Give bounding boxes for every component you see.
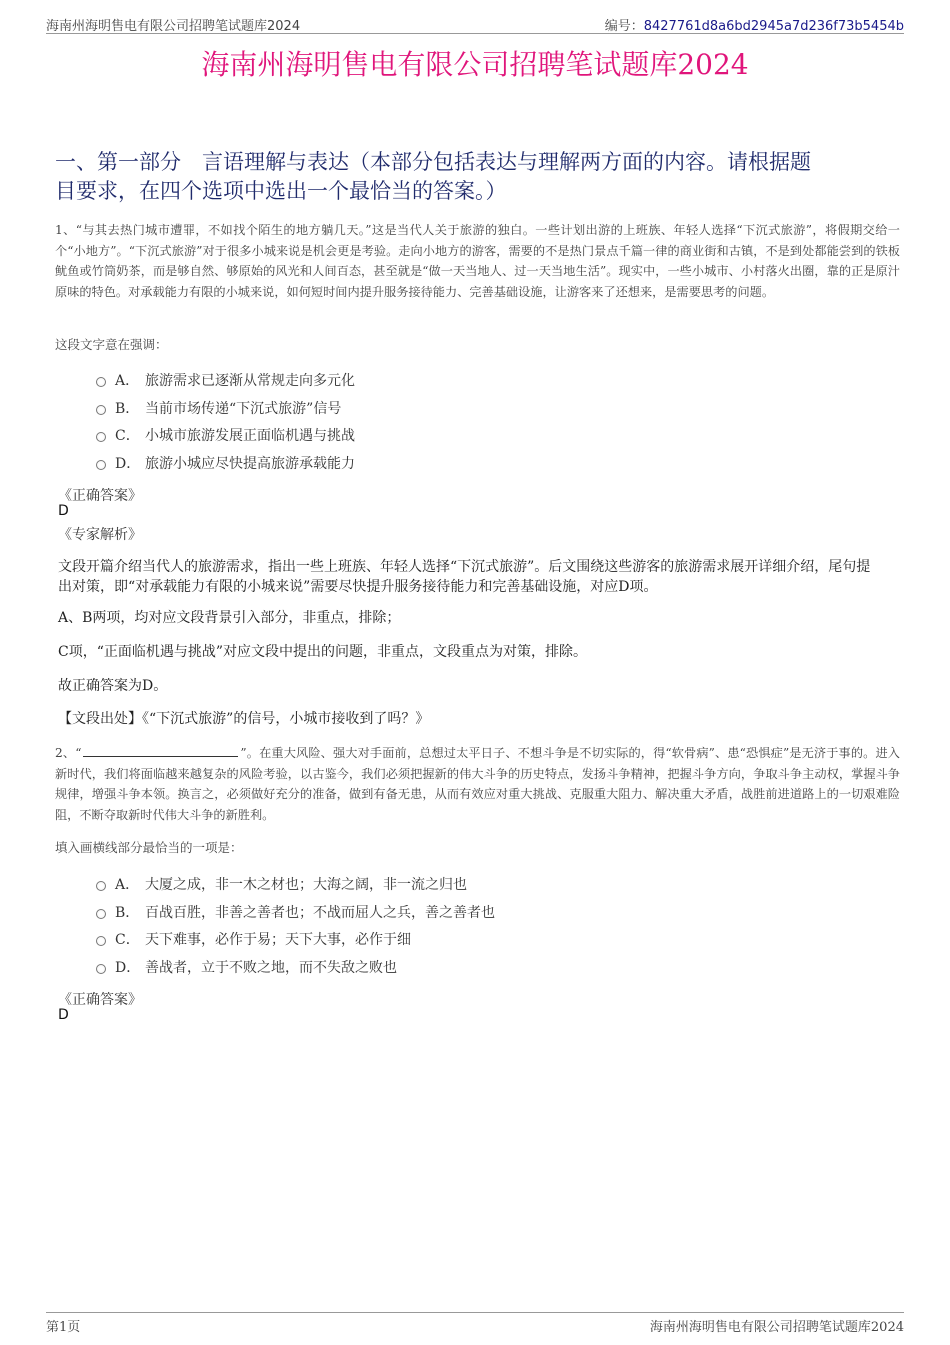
option-letter: D． xyxy=(115,960,141,976)
question-2-text xyxy=(55,743,900,825)
radio-icon[interactable] xyxy=(96,881,106,891)
question-2-option-b[interactable] xyxy=(96,902,495,922)
question-1-option-b[interactable] xyxy=(96,398,341,418)
question-1-answer-label: 《正确答案》 xyxy=(58,488,142,504)
radio-icon[interactable] xyxy=(96,964,106,974)
option-letter: A． xyxy=(115,877,140,893)
footer-page-number: 第1页 xyxy=(46,1320,81,1335)
question-2-answer: D xyxy=(58,1007,69,1023)
analysis-paragraph-4: 故正确答案为D。 xyxy=(58,678,168,694)
option-text: 旅游需求已逐渐从常规走向多元化 xyxy=(145,373,355,389)
option-text: 善战者，立于不败之地，而不失敌之败也 xyxy=(145,960,397,976)
option-text: 大厦之成，非一木之材也；大海之阔，非一流之归也 xyxy=(145,877,467,893)
question-2-option-c[interactable] xyxy=(96,929,411,949)
page-title: 海南州海明售电有限公司招聘笔试题库2024 xyxy=(201,48,749,81)
question-2-prompt: 填入画横线部分最恰当的一项是： xyxy=(55,840,243,855)
analysis-paragraph-3: C项，“正面临机遇与挑战”对应文段中提出的问题，非重点，文段重点为对策，排除。 xyxy=(58,644,588,660)
question-1-option-d[interactable] xyxy=(96,453,355,473)
option-letter: C． xyxy=(115,932,140,948)
question-2-option-a[interactable] xyxy=(96,874,467,894)
radio-icon[interactable] xyxy=(96,377,106,387)
analysis-source: 【文段出处】《“下沉式旅游”的信号，小城市接收到了吗？》 xyxy=(58,711,430,727)
section-heading-line2: 目要求，在四个选项中选出一个最恰当的答案。） xyxy=(55,179,507,203)
section-heading-line1: 一、第一部分 言语理解与表达（本部分包括表达与理解两方面的内容。请根据题 xyxy=(55,150,811,174)
option-letter: B． xyxy=(115,905,140,921)
header-doc-code xyxy=(605,15,904,34)
section-heading xyxy=(55,148,900,206)
option-letter: A． xyxy=(115,373,140,389)
option-letter: B． xyxy=(115,401,140,417)
header-divider xyxy=(46,33,904,34)
radio-icon[interactable] xyxy=(96,432,106,442)
question-1-answer: D xyxy=(58,503,69,519)
question-1-text: 1、“与其去热门城市遭罪，不如找个陌生的地方躺几天。”这是当代人关于旅游的独白。一些计划出游的上班族、年轻人选择“下沉式旅游”，将假期交给一个“小地方”。“下沉式旅游”对于很多小城来说是机会更是考验。走向小地方的游客，需要的不是热门景点千篇一律的商业街和古镇，不是到处都能尝到的铁板鱿鱼或竹筒奶茶，而是够自然、够原始的风光和人间百态，甚至就是“做一天当地人、过一天当地生活”。现实中，一些小城市、小村落火出圈，靠的正是原汁原味的特色。对承载能力有限的小城来说，如何短时间内提升服务接待能力、完善基础设施，让游客来了还想来，是需要思考的问题。 xyxy=(55,223,900,299)
option-text: 百战百胜，非善之善者也；不战而屈人之兵，善之善者也 xyxy=(145,905,495,921)
fill-blank xyxy=(83,744,238,757)
option-text: 天下难事，必作于易；天下大事，必作于细 xyxy=(145,932,411,948)
question-2-prefix: 2、“ xyxy=(55,746,82,760)
option-text: 旅游小城应尽快提高旅游承载能力 xyxy=(145,456,355,472)
analysis-paragraph-1: 文段开篇介绍当代人的旅游需求，指出一些上班族、年轻人选择“下沉式旅游”。后文围绕这些游客的旅游需求展开详细介绍，尾句提出对策，即“对承载能力有限的小城来说”需要尽快提升服务接待能力和完善基础设施，对应D项。 xyxy=(58,559,871,595)
footer-doc-name: 海南州海明售电有限公司招聘笔试题库2024 xyxy=(649,1320,904,1335)
radio-icon[interactable] xyxy=(96,460,106,470)
question-2-body: ”。在重大风险、强大对手面前，总想过太平日子、不想斗争是不切实际的，得“软骨病”、患“恐惧症”是无济于事的。进入新时代，我们将面临越来越复杂的风险考验，以古鉴今，我们必须把握新的伟大斗争的历史特点，发扬斗争精神，把握斗争方向，争取斗争主动权，掌握斗争规律，增强斗争本领。换言之，必须做好充分的准备，做到有备无患，从而有效应对重大挑战、克服重大阻力、解决重大矛盾，战胜前进道路上的一切艰难险阻，不断夺取新时代伟大斗争的新胜利。 xyxy=(55,746,900,822)
question-1-option-a[interactable] xyxy=(96,370,355,390)
footer-divider xyxy=(46,1312,904,1313)
option-text: 小城市旅游发展正面临机遇与挑战 xyxy=(145,428,355,444)
header-code-label: 编号： xyxy=(604,19,644,34)
option-letter: D． xyxy=(115,456,141,472)
header-code-value: 8427761d8a6bd2945a7d236f73b5454b xyxy=(643,19,904,34)
header-doc-name: 海南州海明售电有限公司招聘笔试题库2024 xyxy=(46,19,301,34)
option-letter: C． xyxy=(115,428,140,444)
option-text: 当前市场传递“下沉式旅游”信号 xyxy=(145,401,342,417)
analysis-paragraph-2: A、B两项，均对应文段背景引入部分，非重点，排除； xyxy=(58,610,401,626)
question-1-prompt: 这段文字意在强调： xyxy=(55,337,168,352)
radio-icon[interactable] xyxy=(96,909,106,919)
question-2-option-d[interactable] xyxy=(96,957,397,977)
question-2-answer-label: 《正确答案》 xyxy=(58,992,142,1008)
question-1-option-c[interactable] xyxy=(96,425,355,445)
radio-icon[interactable] xyxy=(96,405,106,415)
radio-icon[interactable] xyxy=(96,936,106,946)
question-1-analysis-label: 《专家解析》 xyxy=(58,527,142,543)
